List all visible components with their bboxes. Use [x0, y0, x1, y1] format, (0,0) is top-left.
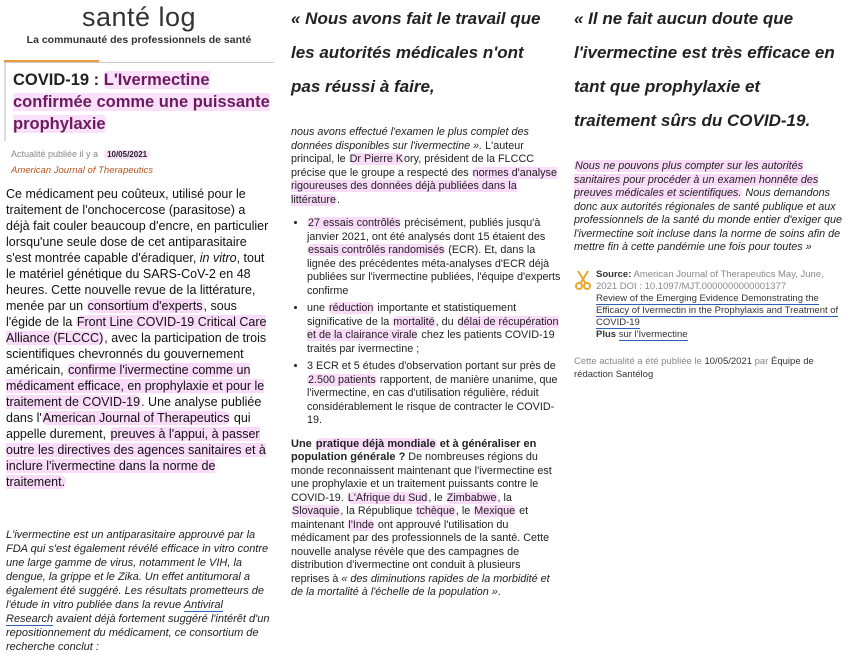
source-text: Source: American Journal of Therapeutics May, June, 2021 DOI : 10.1097/MJT.0000000000001377 Review of the Emerging Evidence Demonstrating the Efficacy of Ivermectin in the Prophylaxis and Treatment of COVID-19 Plus sur l'Ivermectine — [596, 268, 839, 340]
findings-list — [285, 217, 565, 428]
left-column — [0, 0, 278, 658]
publication-footer: Cette actualité a été publiée le 10/05/2021 par Équipe de rédaction Santélog — [574, 355, 814, 380]
list-item: • une réduction importante et statistiquement significative de la mortalité, du délai de récupération et de la clairance virale chez les patients COVID-19 traités par ivermectine ; — [307, 302, 565, 356]
pull-quote: « Nous avons fait le travail que les autorités médicales n'ont pas réussi à faire, — [291, 9, 541, 96]
list-item: • 3 ECR et 5 études d'observation portant sur près de 2.500 patients rapportent, de manière unanime, que l'ivermectine, en cas d'utilisation régulière, réduit considérablement le risque de contracter le COVID-19. — [307, 360, 565, 428]
list-item: • 27 essais contrôlés précisément, publiés jusqu'à janvier 2021, ont été analysés dont 15 étaient des essais contrôlés randomisés (ECR). Et, dans la lignée des précédentes méta-analyses d'ECR déjà publiées sur l'ivermectine publiées, l'équipe d'experts confirme — [307, 217, 565, 298]
pull-quote: « Il ne fait aucun doute que l'ivermectine est très efficace en tant que prophylaxie et traitement sûrs du COVID-19. — [574, 9, 835, 130]
article-title: COVID-19 : L'Ivermectine confirmée comme une puissante prophylaxie — [13, 71, 270, 133]
publish-date: 10/05/2021 — [104, 150, 150, 159]
more-ivermectin-link[interactable]: sur l'Ivermectine — [618, 328, 688, 340]
right-column — [568, 0, 851, 658]
intro-paragraph: nous avons effectué l'examen le plus complet des données disponibles sur l'ivermectine ». L'auteur principal, le Dr Pierre Kory, président de la FLCCC précise que le groupe a respecté des normes d'analyse rigoureuses des données déjà publiées dans la littérature. — [291, 126, 557, 206]
source-article-link[interactable]: Review of the Emerging Evidence Demonstrating the Efficacy of Ivermectin in the Prophylaxis and Treatment of COVID-19 — [596, 292, 839, 328]
section-subtitle: Une pratique déjà mondiale et à généraliser en population générale ? — [291, 437, 537, 463]
closing-quote: Nous ne pouvons plus compter sur les autorités sanitaires pour procéder à un examen honnête des preuves médicales et scientifiques. Nous demandons donc aux autorités régionales de santé publique et aux professionnels de la santé du monde entier d'exiger que l'ivermectine soit incluse dans la norme de soins afin de mettre fin à cette pandémie une fois pour toutes » — [574, 160, 842, 253]
lead-paragraph: Ce médicament peu coûteux, utilisé pour le traitement de l'onchocercose (parasitose) a déjà fait couler beaucoup d'encre, en particulier lorsqu'une seule dose de cet antiparasitaire s'est montrée capable d'éradiquer, in vitro, tout le matériel génétique du SARS-CoV-2 en 48 heures. Cette nouvelle revue de la littérature, menée par un consortium d'experts, sous l'égide de la Front Line COVID-19 Critical Care Alliance (FLCCC), avec la participation de trois scientifiques chevronnés du gouvernement américain, confirme l'ivermectine comme un médicament efficace, en prophylaxie et pour le traitement de COVID-19. Une analyse publiée dans l'American Journal of Therapeutics qui appelle durement, preuves à l'appui, à passer outre les directives des agences sanitaires et à inclure l'ivermectine dans la norme de traitement. — [6, 187, 269, 489]
article-title-box — [4, 62, 274, 141]
source-citation — [574, 269, 843, 341]
publish-meta: Actualité publiée il y a 10/05/2021 — [11, 149, 278, 159]
source-journal-link[interactable]: American Journal of Therapeutics — [11, 165, 154, 176]
practice-paragraph: Une pratique déjà mondiale et à généraliser en population générale ? De nombreuses régions du monde reconnaissent maintenant que l'ivermectine est une prophylaxie et un traitement puissants contre le COVID-19. L'Afrique du Sud, le Zimbabwe, la Slovaquie, la République tchèque, le Mexique et maintenant l'Inde ont approuvé l'utilisation du médicament par des professionnels de la santé. Cette nouvelle analyse révèle que des campagnes de distribution d'ivermectine ont conduit à plusieurs reprises à « des diminutions rapides de la morbidité et de la mortalité à l'échelle de la population ». — [291, 437, 552, 598]
middle-column — [285, 0, 565, 658]
site-tagline: La communauté des professionnels de santé — [26, 34, 252, 46]
scissors-icon — [574, 269, 592, 291]
site-logo[interactable]: santé log — [81, 2, 197, 32]
intro-quote: L'ivermectine est un antiparasitaire approuvé par la FDA qui s'est également révélé efficace in vitro contre une large gamme de virus, notamment le VIH, la dengue, la grippe et le Zika. Un effet antitumoral a également été suggéré. Les résultats prometteurs de l'étude in vitro publiée dans la revue Antiviral Research avaient déjà fortement suggéré l'intérêt d'un repositionnement du médicament, ce consortium de recherche conclut : — [6, 529, 270, 653]
antiviral-research-link[interactable]: Antiviral Research — [6, 599, 223, 625]
